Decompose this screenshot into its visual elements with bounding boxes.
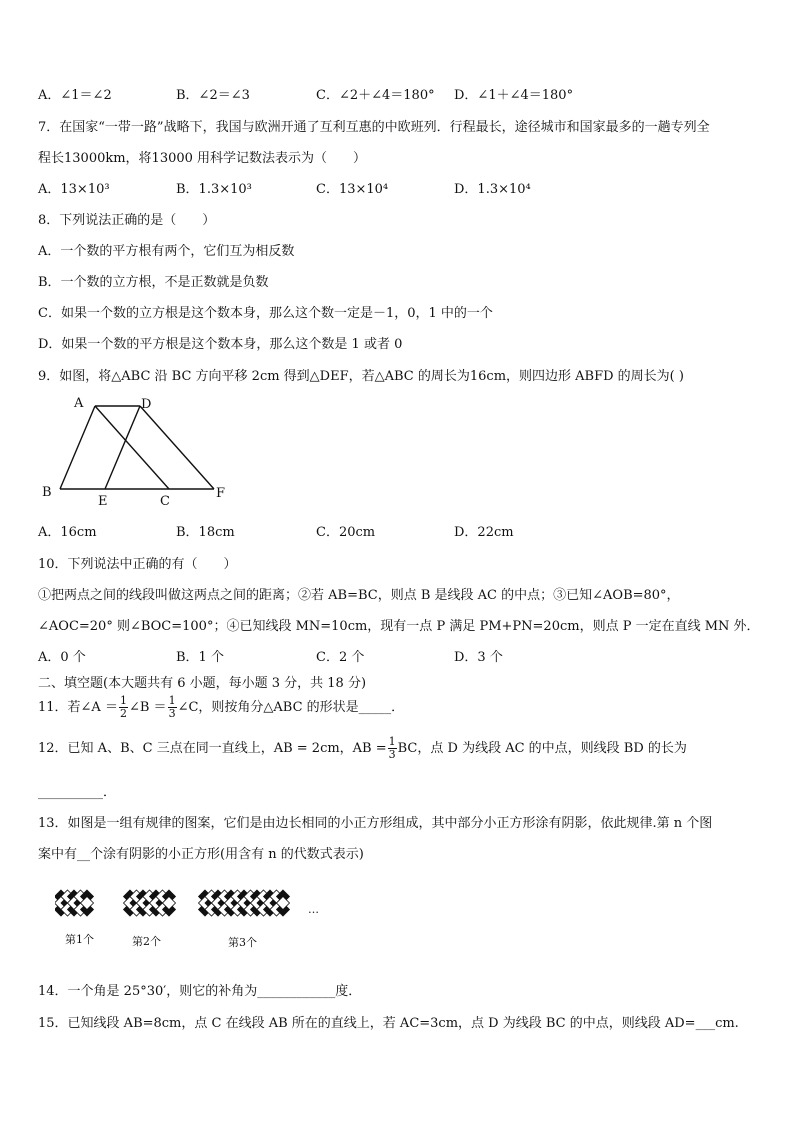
q10-line1: ①把两点之间的线段叫做这两点之间的距离；②若 AB=BC，则点 B 是线段 AC 的中点；③已知∠AOB=80°， xyxy=(38,588,680,603)
q12 xyxy=(38,736,764,761)
pattern-label-2: 第2个 xyxy=(132,935,161,948)
q10-line2: ∠AOC=20° 则∠BOC=100°；④已知线段 MN=10cm，现有一点 P 满足 PM+PN=20cm，则点 P 一定在直线 MN 外． xyxy=(38,619,760,634)
q13-stem-line1: 13．如图是一组有规律的图案，它们是由边长相同的小正方形组成，其中部分小正方形涂有阴影，依此规律.第 n 个图 xyxy=(38,816,713,831)
q6-option-a: A．∠1＝∠2 xyxy=(38,88,112,103)
pattern-label-1: 第1个 xyxy=(65,933,94,946)
segment-de xyxy=(105,406,140,489)
segment-ab xyxy=(60,406,95,489)
q15: 15．已知线段 AB=8cm，点 C 在线段 AB 所在的直线上，若 AC=3cm，点 D 为线段 BC 的中点，则线段 AD=___cm. xyxy=(38,1016,739,1031)
q7-stem-line1: 7．在国家“一带一路”战略下，我国与欧洲开通了互利互惠的中欧班列．行程最长，途径城市和国家最多的一趟专列全 xyxy=(38,120,710,135)
q7-option-a: A．13×10³ xyxy=(38,182,110,197)
label-c: C xyxy=(160,494,170,509)
q12-blank: __________． xyxy=(38,785,117,800)
pattern-squares xyxy=(55,890,290,916)
q8-option-b: B．一个数的立方根，不是正数就是负数 xyxy=(38,275,269,290)
q6-option-d: D．∠1＋∠4＝180° xyxy=(454,88,574,103)
q7-option-c: C．13×10⁴ xyxy=(316,182,389,197)
q9-option-c: C．20cm xyxy=(316,525,376,540)
label-d: D xyxy=(141,397,152,412)
q7-option-b: B．1.3×10³ xyxy=(176,182,252,197)
q8-option-c: C．如果一个数的立方根是这个数本身，那么这个数一定是－1，0，1 中的一个 xyxy=(38,306,493,321)
q12-fraction-third: $\frac{1}{3}$ xyxy=(388,735,396,761)
q9-option-b: B．18cm xyxy=(176,525,235,540)
q10-option-d: D．3 个 xyxy=(454,650,503,665)
q9-option-a: A．16cm xyxy=(38,525,97,540)
q6-option-b: B．∠2＝∠3 xyxy=(176,88,250,103)
segment-df xyxy=(140,406,214,489)
q14: 14．一个角是 25°30′，则它的补角为____________度． xyxy=(38,984,362,999)
q8-stem: 8．下列说法正确的是（ ） xyxy=(38,213,216,228)
pattern-label-3: 第3个 xyxy=(228,936,257,949)
q10-option-c: C．2 个 xyxy=(316,650,365,665)
q7-stem-line2: 程长13000km，将13000 用科学记数法表示为（ ） xyxy=(38,151,367,166)
q10-option-b: B．1 个 xyxy=(176,650,224,665)
section-heading-fill-blank: 二、填空题(本大题共有 6 小题，每小题 3 分，共 18 分) xyxy=(38,676,367,691)
q13-stem-line2: 案中有__个涂有阴影的小正方形(用含有 n 的代数式表示) xyxy=(38,847,364,862)
q9-stem: 9．如图，将△ABC 沿 BC 方向平移 2cm 得到△DEF，若△ABC 的周长为16cm，则四边形 ABFD 的周长为( ) xyxy=(38,369,684,384)
q11-suffix: ∠C，则按角分△ABC 的形状是_____． xyxy=(177,700,405,715)
q8-option-d: D．如果一个数的平方根是这个数本身，那么这个数是 1 或者 0 xyxy=(38,337,403,352)
q11-fraction-half: $\frac{1}{2}$ xyxy=(119,694,127,720)
q11-fraction-third: $\frac{1}{3}$ xyxy=(168,694,176,720)
q12-prefix: 12．已知 A、B、C 三点在同一直线上，AB = 2cm，AB = xyxy=(38,741,387,756)
q9-option-d: D．22cm xyxy=(454,525,514,540)
q12-suffix: BC，点 D 为线段 AC 的中点，则线段 BD 的长为 xyxy=(397,741,687,756)
q11 xyxy=(38,695,764,720)
pattern-ellipsis: … xyxy=(308,903,319,916)
q10-stem: 10．下列说法中正确的有（ ） xyxy=(38,557,237,572)
q7-option-d: D．1.3×10⁴ xyxy=(454,182,531,197)
q11-prefix: 11．若∠A ＝ xyxy=(38,700,118,715)
label-e: E xyxy=(98,494,108,509)
label-b: B xyxy=(42,485,52,500)
q9-figure xyxy=(38,392,238,512)
q6-option-c: C．∠2＋∠4＝180° xyxy=(316,88,435,103)
label-f: F xyxy=(216,486,226,501)
q10-option-a: A．0 个 xyxy=(38,650,86,665)
label-a: A xyxy=(74,396,84,411)
q8-option-a: A．一个数的平方根有两个，它们互为相反数 xyxy=(38,244,295,259)
q13-pattern-figure xyxy=(55,883,335,953)
segment-ac xyxy=(95,406,169,489)
q11-mid: ∠B ＝ xyxy=(128,700,167,715)
